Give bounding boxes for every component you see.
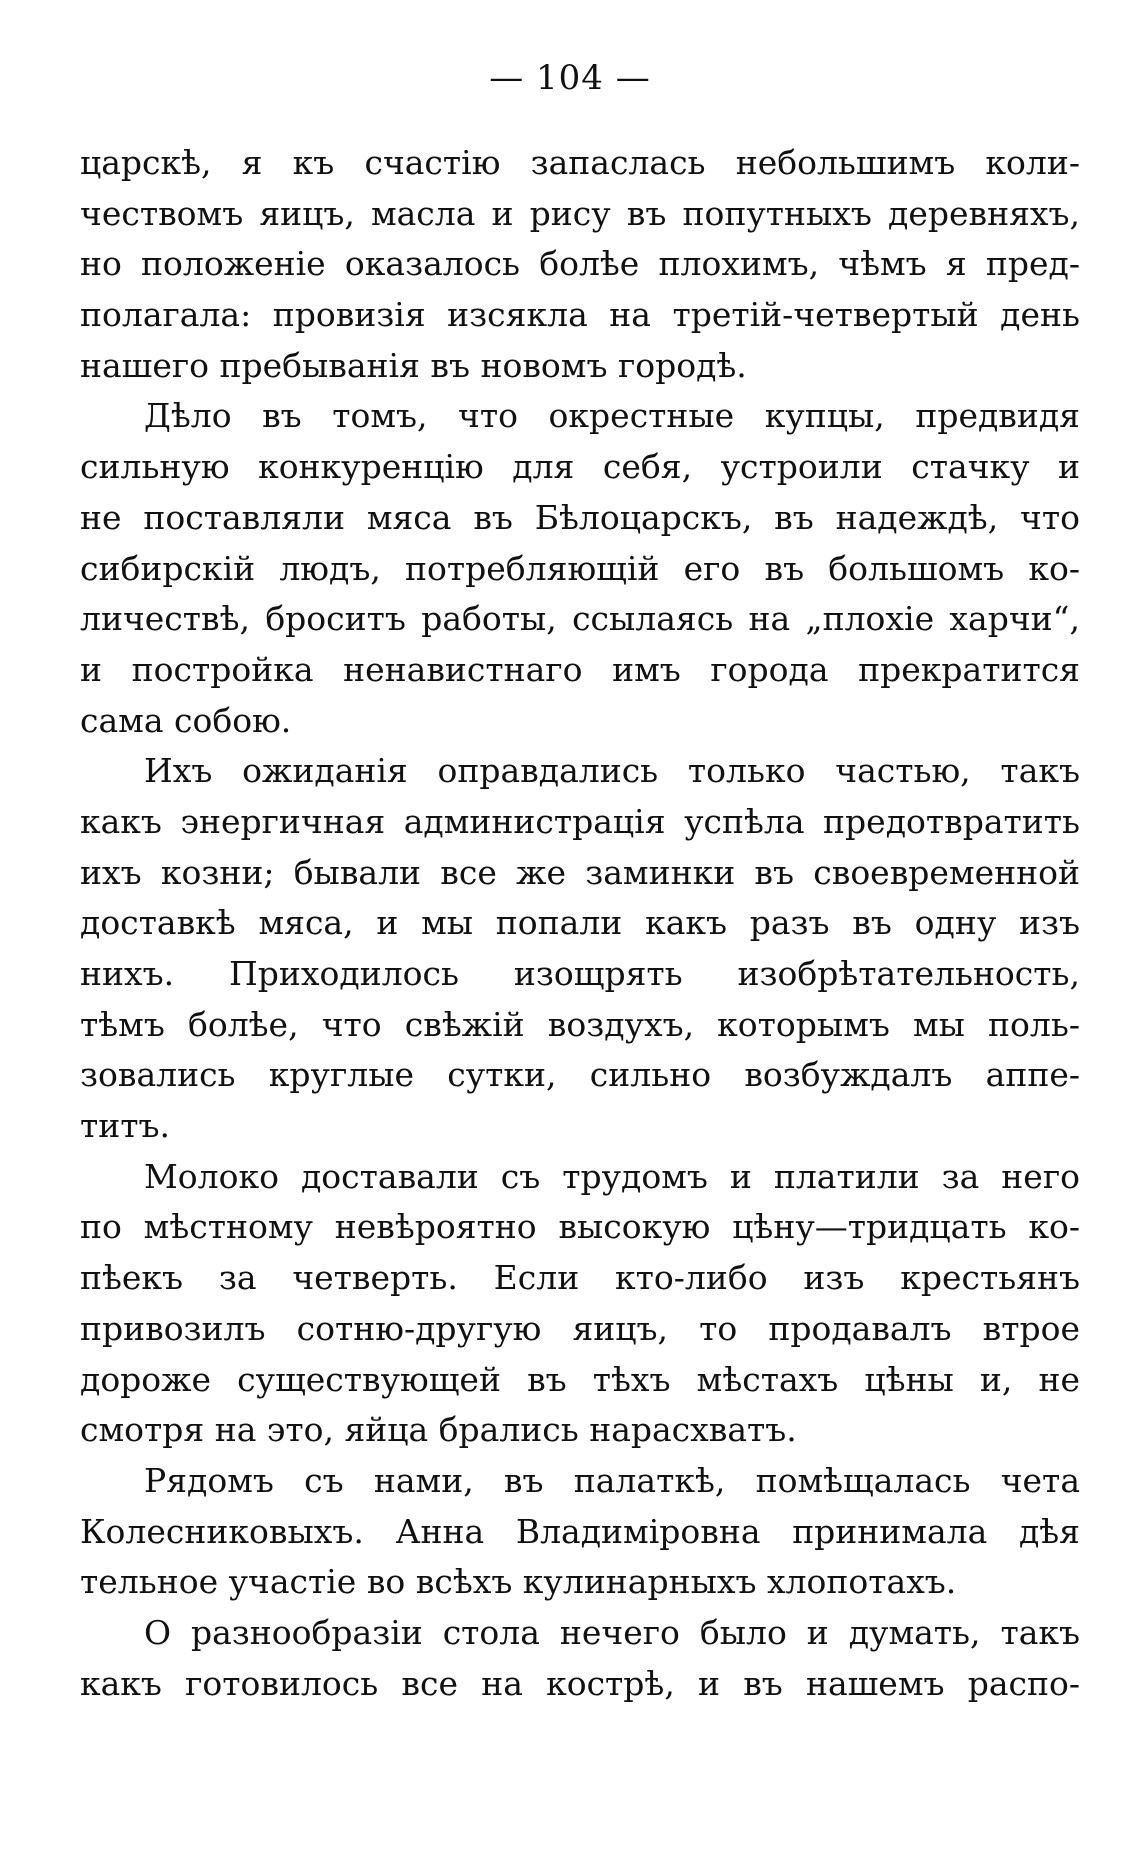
- paragraph: [80, 1152, 1080, 1456]
- text-line: нашего пребыванія въ новомъ городѣ.: [80, 345, 747, 385]
- text-line: ихъ козни; бывали все же заминки въ своевременной: [80, 852, 1080, 892]
- text-line: тѣмъ болѣе, что свѣжій воздухъ, которымъ мы поль-: [80, 1004, 1080, 1044]
- text-line: Рядомъ съ нами, въ палаткѣ, помѣщалась чета: [144, 1460, 1080, 1500]
- text-line: сама собою.: [80, 700, 292, 740]
- text-line: какъ готовилось все на кострѣ, и въ нашемъ распо-: [80, 1663, 1080, 1703]
- paragraph: [80, 1608, 1080, 1709]
- text-line: не поставляли мяса въ Бѣлоцарскъ, въ надеждѣ, что: [80, 497, 1080, 537]
- text-line: нихъ. Приходилось изощрять изобрѣтательность,: [80, 954, 1080, 993]
- text-line: по мѣстному невѣроятно высокую цѣну—тридцать ко-: [80, 1207, 1080, 1247]
- paragraph: [80, 746, 1080, 1152]
- text-line: дороже существующей въ тѣхъ мѣстахъ цѣны и, не: [80, 1359, 1080, 1399]
- text-line: доставкѣ мяса, и мы попали какъ разъ въ одну изъ: [80, 903, 1080, 943]
- text-line: царскѣ, я къ счастію запаслась небольшимъ коли-: [80, 143, 1080, 182]
- text-line: титъ.: [80, 1106, 170, 1146]
- text-line: но положеніе оказалось болѣе плохимъ, чѣмъ я пред-: [80, 244, 1080, 284]
- body-text: [80, 138, 1080, 1709]
- text-line: сильную конкуренцію для себя, устроили стачку и: [80, 447, 1080, 487]
- paragraph: [80, 391, 1080, 746]
- text-line: Молоко доставали съ трудомъ и платили за него: [144, 1156, 1080, 1196]
- text-line: Ихъ ожиданія оправдались только частью, такъ: [144, 751, 1080, 791]
- text-line: личествѣ, броситъ работы, ссылаясь на „плохіе харчи“,: [80, 599, 1080, 639]
- text-line: смотря на это, яйца брались нарасхватъ.: [80, 1410, 797, 1450]
- text-line: полагала: провизія изсякла на третій-четвертый день: [80, 295, 1080, 335]
- page-number: — 104 —: [489, 58, 651, 98]
- text-line: привозилъ сотню-другую яицъ, то продавалъ втрое: [80, 1308, 1080, 1348]
- text-line: сибирскій людъ, потребляющій его въ большомъ ко-: [80, 548, 1080, 588]
- text-line: какъ энергичная администрація успѣла предотвратить: [80, 801, 1080, 841]
- text-line: Колесниковыхъ. Анна Владиміровна принимала дѣя: [80, 1511, 1080, 1551]
- text-line: пѣекъ за четверть. Если кто-либо изъ крестьянъ: [80, 1258, 1080, 1298]
- paragraph: [80, 138, 1080, 391]
- text-line: чествомъ яицъ, масла и рису въ попутныхъ деревняхъ,: [80, 193, 1080, 233]
- text-line: О разнообразіи стола нечего было и думать, такъ: [144, 1612, 1080, 1652]
- text-line: тельное участіе во всѣхъ кулинарныхъ хлопотахъ.: [80, 1562, 957, 1602]
- text-line: зовались круглые сутки, сильно возбуждалъ аппе-: [80, 1055, 1080, 1095]
- text-line: Дѣло въ томъ, что окрестные купцы, предвидя: [144, 396, 1080, 436]
- paragraph: [80, 1456, 1080, 1608]
- text-line: и постройка ненавистнаго имъ города прекратится: [80, 649, 1080, 689]
